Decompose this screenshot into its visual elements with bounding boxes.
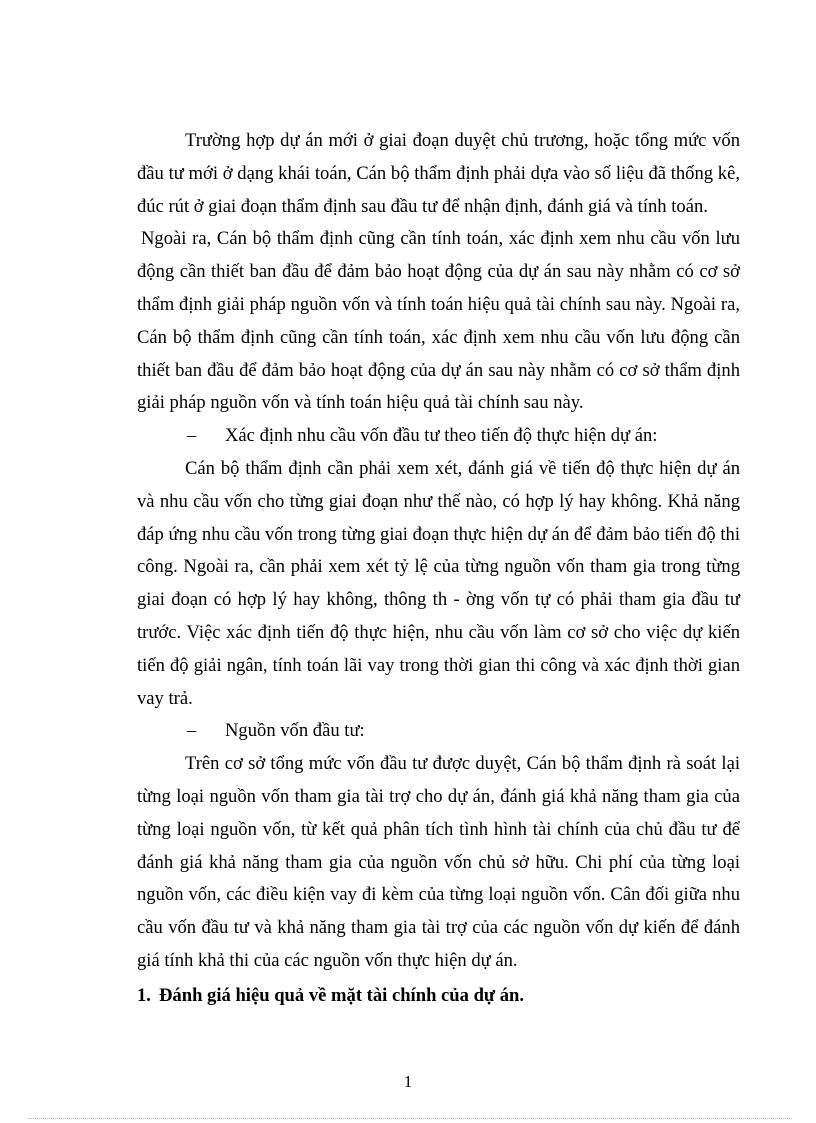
section-number: 1. — [137, 984, 151, 1006]
page-number: 1 — [403, 1072, 413, 1091]
paragraph-sources-detail: Trên cơ sở tổng mức vốn đầu tư được duyệt, Cán bộ thẩm định rà soát lại từng loại nguồn vốn tham gia tài trợ cho dự án, đánh giá khả năng tham gia của từng loại nguồn vốn, từ kết quả phân tích tình hình tài chính của chủ đầu tư để đánh giá khả năng tham gia của nguồn vốn chủ sở hữu. Chi phí của từng loại nguồn vốn, các điều kiện vay đi kèm của từng loại nguồn vốn. Cân đối giữa nhu cầu vốn đầu tư và khả năng tham gia tài trợ của các nguồn vốn dự kiến để đánh giá tính khả thi của các nguồn vốn thực hiện dự án. — [137, 753, 740, 971]
bullet-dash: – — [187, 425, 197, 447]
bullet-dash: – — [187, 720, 197, 742]
bullet-item-schedule — [137, 420, 740, 453]
section-title: Đánh giá hiệu quả về mặt tài chính của dự án. — [159, 984, 525, 1006]
bullet-text: Xác định nhu cầu vốn đầu tư theo tiến độ thực hiện dự án: — [225, 425, 658, 447]
bullet-item-sources — [137, 715, 740, 748]
paragraph-schedule-detail: Cán bộ thẩm định cần phải xem xét, đánh giá về tiến độ thực hiện dự án và nhu cầu vốn cho từng giai đoạn như thế nào, có hợp lý hay không. Khả năng đáp ứng nhu cầu vốn trong từng giai đoạn thực hiện dự án để đảm bảo tiến độ thi công. Ngoài ra, cần phải xem xét tỷ lệ của từng nguồn vốn tham gia trong từng giai đoạn có hợp lý hay không, thông th - ờng vốn tự có phải tham gia đầu tư trước. Việc xác định tiến độ thực hiện, nhu cầu vốn làm cơ sở cho việc dự kiến tiến độ giải ngân, tính toán lãi vay trong thời gian thi công và xác định thời gian vay trả. — [137, 457, 740, 709]
document-body — [137, 125, 740, 1013]
section-heading — [137, 980, 740, 1013]
paragraph-working-capital: Ngoài ra, Cán bộ thẩm định cũng cần tính toán, xác định xem nhu cầu vốn lưu động cần thiết ban đầu để đảm bảo hoạt động của dự án sau này nhằm có cơ sở thẩm định giải pháp nguồn vốn và tính toán hiệu quả tài chính sau này. Ngoài ra, Cán bộ thẩm định cũng cần tính toán, xác định xem nhu cầu vốn lưu động cần thiết ban đầu để đảm bảo hoạt động của dự án sau này nhằm có cơ sở thẩm định giải pháp nguồn vốn và tính toán hiệu quả tài chính sau này. — [137, 228, 740, 414]
paragraph-capital-estimate: Trường hợp dự án mới ở giai đoạn duyệt chủ trương, hoặc tổng mức vốn đầu tư mới ở dạng khái toán, Cán bộ thẩm định phải dựa vào số liệu đã thống kê, đúc rút ở giai đoạn thẩm định sau đầu tư để nhận định, đánh giá và tính toán. — [137, 130, 740, 217]
bullet-text: Nguồn vốn đầu tư: — [225, 720, 365, 742]
footer-divider — [28, 1118, 792, 1119]
